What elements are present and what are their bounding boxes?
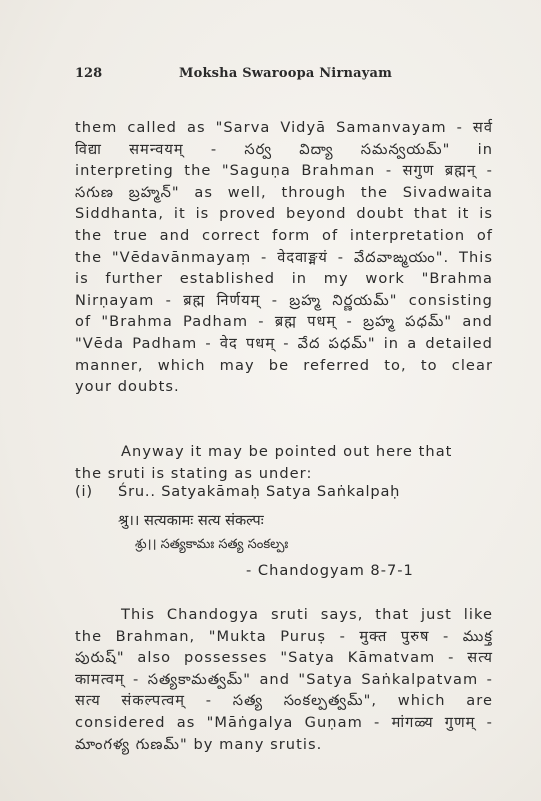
verse-devanagari: श्रु।। सत्यकामः सत्य संकल्पः <box>118 512 264 529</box>
text-line: Anyway it may be pointed out here that <box>121 443 453 460</box>
paragraph-3 <box>75 604 493 755</box>
text-line: is further established in my work "Brahma <box>75 270 493 288</box>
verse-label: (i) <box>75 483 93 500</box>
text-line: कामत्वम् - సత్యకామత్వమ్" and "Satya Saṅkalpatvam - <box>75 670 493 688</box>
running-title: Moksha Swaroopa Nirnayam <box>179 66 393 81</box>
text-line: This Chandogya sruti says, that just like <box>121 606 493 623</box>
text-line: Nirṇayam - ब्रह्म निर्णयम् - బ్రహ్మ నిర్ణయమ్" consisting <box>75 291 493 309</box>
text-line: the Brahman, "Mukta Puruṣ - मुक्त पुरुष - ముక్త <box>75 627 493 645</box>
text-line: the sruti is stating as under: <box>75 464 313 482</box>
paragraph-2 <box>75 441 493 484</box>
verse-source: - Chandogyam 8-7-1 <box>246 562 414 579</box>
text-line: interpreting the "Saguṇa Brahman - सगुण ब्रह्मन् - <box>75 162 493 180</box>
text-line: Siddhanta, it is proved beyond doubt that it is <box>75 205 493 223</box>
text-line: పురుష్" also possesses "Satya Kāmatvam - सत्य <box>75 649 493 667</box>
text-line: of "Brahma Padham - ब्रह्म पधम् - బ్రహ్మ పధమ్" and <box>75 313 493 331</box>
text-line: them called as "Sarva Vidyā Samanvayam - सर्व <box>75 119 493 136</box>
verse-transliteration <box>75 483 495 505</box>
text-line: మాంగళ్య గుణమ్" by many srutis. <box>75 735 323 753</box>
text-line: सत्य संकल्पत्वम् - సత్య సంకల్పత్వమ్", which are <box>75 692 493 710</box>
text-line: the "Vēdavānmayaṃ - वेदवाङ्मयं - వేదవాఙ్మయం". This <box>75 248 493 266</box>
verse-telugu: శ్రు।। సత్యకామః సత్య సంకల్పః <box>135 537 289 552</box>
page-header <box>75 66 495 86</box>
verse-roman: Śru.. Satyakāmaḥ Satya Saṅkalpaḥ <box>118 483 401 500</box>
text-line: your doubts. <box>75 378 180 396</box>
text-line: manner, which may be referred to, to clear <box>75 356 493 374</box>
text-line: considered as "Māṅgalya Guṇam - मांगळ्य गुणम् - <box>75 713 493 731</box>
text-line: the true and correct form of interpretation of <box>75 226 493 244</box>
paragraph-1 <box>75 117 493 398</box>
text-line: "Vēda Padham - वेद पधम् - వేద పధమ్" in a detailed <box>75 334 493 352</box>
page-number: 128 <box>75 66 103 81</box>
text-line: సగుణ బ్రహ్మన్" as well, through the Sivadwaita <box>75 183 493 201</box>
text-line: विद्या समन्वयम् - సర్వ విద్యా సమన్వయమ్" in <box>75 140 493 158</box>
